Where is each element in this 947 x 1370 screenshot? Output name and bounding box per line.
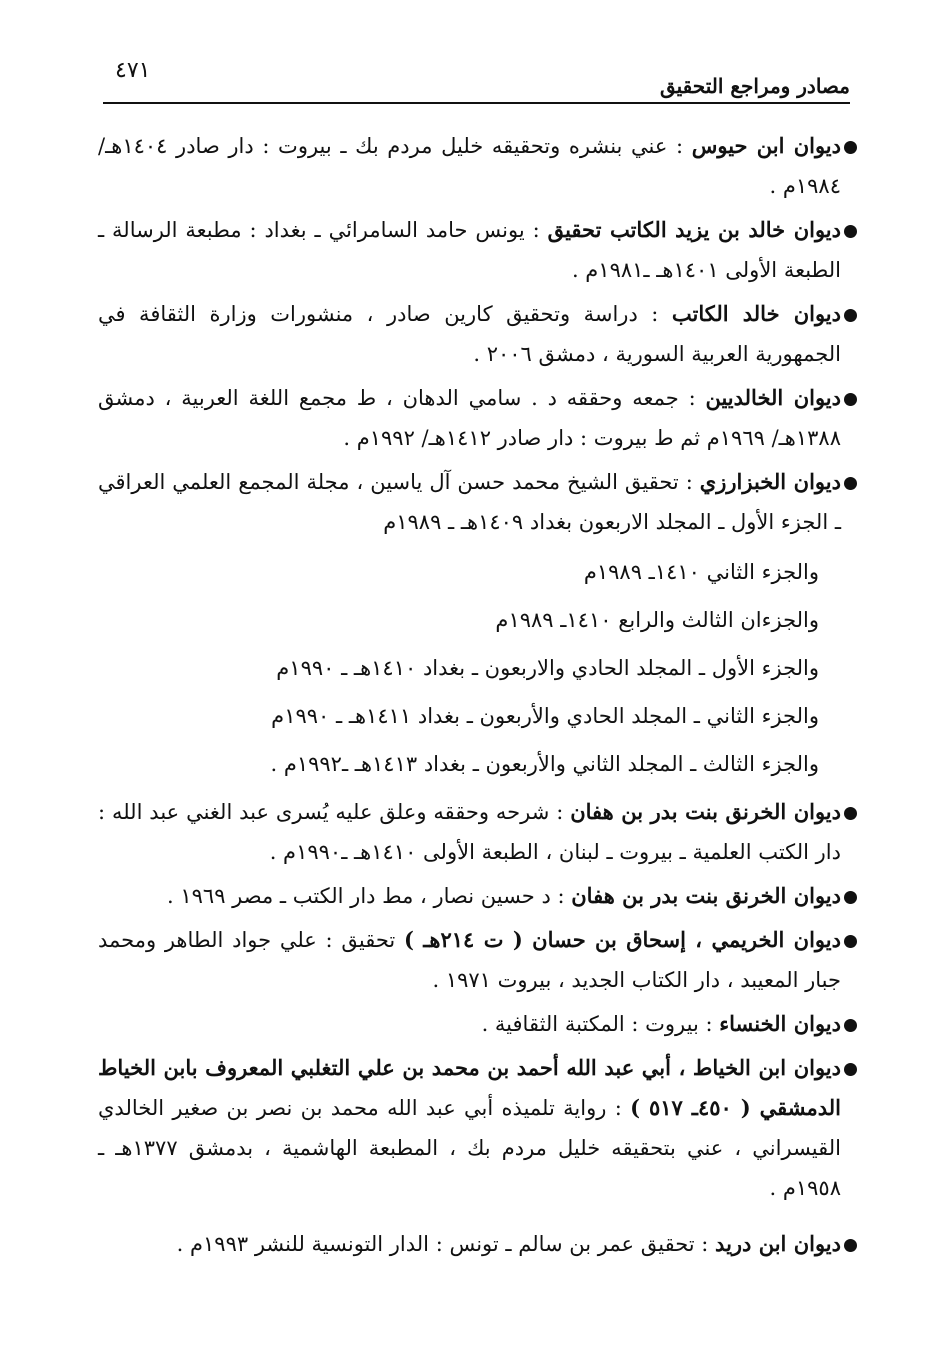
entry-title: ديوان الخرنق بنت بدر بن هفان <box>571 883 841 908</box>
bibliography-entry <box>98 920 849 1000</box>
bullet-icon <box>844 393 857 406</box>
entry-text: : جمعه وحققه د . سامي الدهان ، ط مجمع اللغة العربية ، دمشق ١٣٨٨هـ/ ١٩٦٩م ثم ط بيروت : دار صادر ١٤١٢هـ/ ١٩٩٢م . <box>98 386 841 450</box>
bullet-icon <box>844 141 857 154</box>
entry-text: : شرحه وحققه وعلق عليه يُسرى عبد الغني عبد الله : دار الكتب العلمية ـ بيروت ـ لبنان ، الطبعة الأولى ١٤١٠هـ ـ١٩٩٠م . <box>98 800 841 864</box>
bibliography-entry <box>98 210 849 290</box>
entry-title: ديوان ابن الخياط ، أبي عبد الله أحمد بن محمد بن علي التغلبي المعروف بابن الخياط الدمشقي ( ٤٥٠ـ ٥١٧ ) <box>98 1055 841 1120</box>
bibliography-entry <box>98 1224 849 1264</box>
entry-title: ديوان الخبزارزي <box>699 469 841 494</box>
bullet-icon <box>844 477 857 490</box>
volume-line: والجزء الأول ـ المجلد الحادي والاربعون ـ بغداد ١٤١٠هـ ـ ١٩٩٠م <box>276 656 819 680</box>
entry-title: ديوان ابن دريد <box>715 1231 841 1256</box>
entry-title: ديوان الخنساء <box>719 1011 841 1036</box>
entry-text: : عني بنشره وتحقيقه خليل مردم بك ـ بيروت : دار صادر ١٤٠٤هـ/ ١٩٨٤م . <box>98 134 841 198</box>
volume-line: والجزءان الثالث والرابع ١٤١٠ـ ١٩٨٩م <box>495 608 819 632</box>
bibliography-entry <box>98 1048 849 1208</box>
bibliography-entry <box>98 462 849 788</box>
entry-text: : تحقيق عمر بن سالم ـ تونس : الدار التونسية للنشر ١٩٩٣م . <box>176 1232 716 1256</box>
bullet-icon <box>844 1239 857 1252</box>
bibliography-entry <box>98 792 849 872</box>
entry-text: : تحقيق الشيخ محمد حسن آل ياسين ، مجلة المجمع العلمي العراقي ـ الجزء الأول ـ المجلد الاربعون بغداد ١٤٠٩هـ ـ ١٩٨٩م <box>98 470 841 534</box>
bullet-icon <box>844 1019 857 1032</box>
bullet-icon <box>844 935 857 948</box>
page-number: ٤٧١ <box>115 58 151 83</box>
entry-title: ديوان ابن حيوس <box>691 133 842 158</box>
entry-title: ديوان الخالديين <box>705 385 841 410</box>
bibliography-entry <box>98 126 849 206</box>
volume-line: والجزء الثاني ـ المجلد الحادي والأربعون ـ بغداد ١٤١١هـ ـ ١٩٩٠م <box>271 704 819 728</box>
bibliography-entry <box>98 378 849 458</box>
bibliography-entry <box>98 294 849 374</box>
entry-text: : بيروت : المكتبة الثقافية . <box>481 1012 720 1036</box>
entry-title: ديوان خالد بن يزيد الكاتب تحقيق <box>547 217 841 242</box>
bullet-icon <box>844 225 857 238</box>
bullet-icon <box>844 891 857 904</box>
running-header <box>103 58 850 104</box>
entry-text: : يونس حامد السامرائي ـ بغداد : مطبعة الرسالة ـ الطبعة الأولى ١٤٠١هـ ـ١٩٨١م . <box>98 218 841 282</box>
volume-line: والجزء الثاني ١٤١٠ـ ١٩٨٩م <box>583 560 819 584</box>
bullet-icon <box>844 309 857 322</box>
entry-text: : دراسة وتحقيق كارين صادر ، منشورات وزارة الثقافة في الجمهورية العربية السورية ، دمشق ٢٠٠٦ . <box>98 302 841 366</box>
entry-title: ديوان الخرنق بنت بدر بن هفان <box>570 799 842 824</box>
bullet-icon <box>844 1063 857 1076</box>
running-title: مصادر ومراجع التحقيق <box>659 74 850 98</box>
entry-title: ديوان الخريمي ، إسحاق بن حسان ( ت ٢١٤هـ ) <box>403 927 841 952</box>
bibliography-entry <box>98 876 849 916</box>
entry-text: : د حسين نصار ، مط دار الكتب ـ مصر ١٩٦٩ . <box>167 884 572 908</box>
bibliography-list <box>98 126 849 1268</box>
volume-line: والجزء الثالث ـ المجلد الثاني والأربعون ـ بغداد ١٤١٣هـ ـ١٩٩٢م . <box>270 752 819 776</box>
entry-text: تحقيق : علي جواد الطاهر ومحمد جبار المعيبد ، دار الكتاب الجديد ، بيروت ١٩٧١ . <box>98 928 841 992</box>
entry-title: ديوان خالد الكاتب <box>671 301 842 326</box>
volume-list <box>98 548 819 788</box>
bibliography-entry <box>98 1004 849 1044</box>
bullet-icon <box>844 807 857 820</box>
entry-text: : رواية تلميذه أبي عبد الله محمد بن نصر بن صغير الخالدي القيسراني ، عني بتحقيقه خليل مردم بك ، المطبعة الهاشمية ، بدمشق ١٣٧٧هـ ـ ١٩٥٨م . <box>98 1096 841 1200</box>
